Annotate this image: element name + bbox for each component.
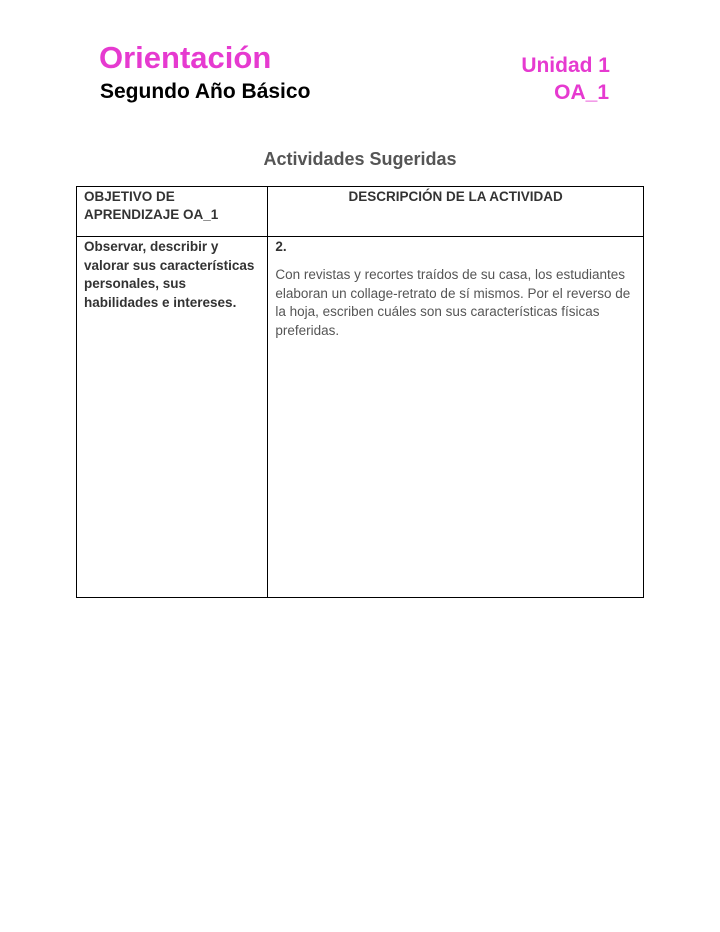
description-cell bbox=[268, 237, 644, 598]
objective-code-label: OA_1 bbox=[554, 81, 609, 104]
activity-description: Con revistas y recortes traídos de su casa, los estudiantes elaboran un collage-retrato de sí mismos. Por el reverso de la hoja, escriben cuáles son sus características físicas preferidas. bbox=[275, 267, 631, 338]
activity-number: 2. bbox=[275, 239, 287, 254]
objective-column-header: OBJETIVO DE APRENDIZAJE OA_1 bbox=[77, 187, 268, 237]
grade-title: Segundo Año Básico bbox=[100, 80, 311, 103]
section-title: Actividades Sugeridas bbox=[263, 149, 457, 169]
subject-title: Orientación bbox=[99, 40, 272, 75]
table-header-row bbox=[77, 187, 644, 237]
description-column-header: DESCRIPCIÓN DE LA ACTIVIDAD bbox=[268, 187, 644, 237]
table-row bbox=[77, 237, 644, 598]
activities-table bbox=[76, 186, 644, 598]
unit-label: Unidad 1 bbox=[521, 54, 610, 77]
objective-cell: Observar, describir y valorar sus características personales, sus habilidades e intereses. bbox=[77, 237, 268, 598]
